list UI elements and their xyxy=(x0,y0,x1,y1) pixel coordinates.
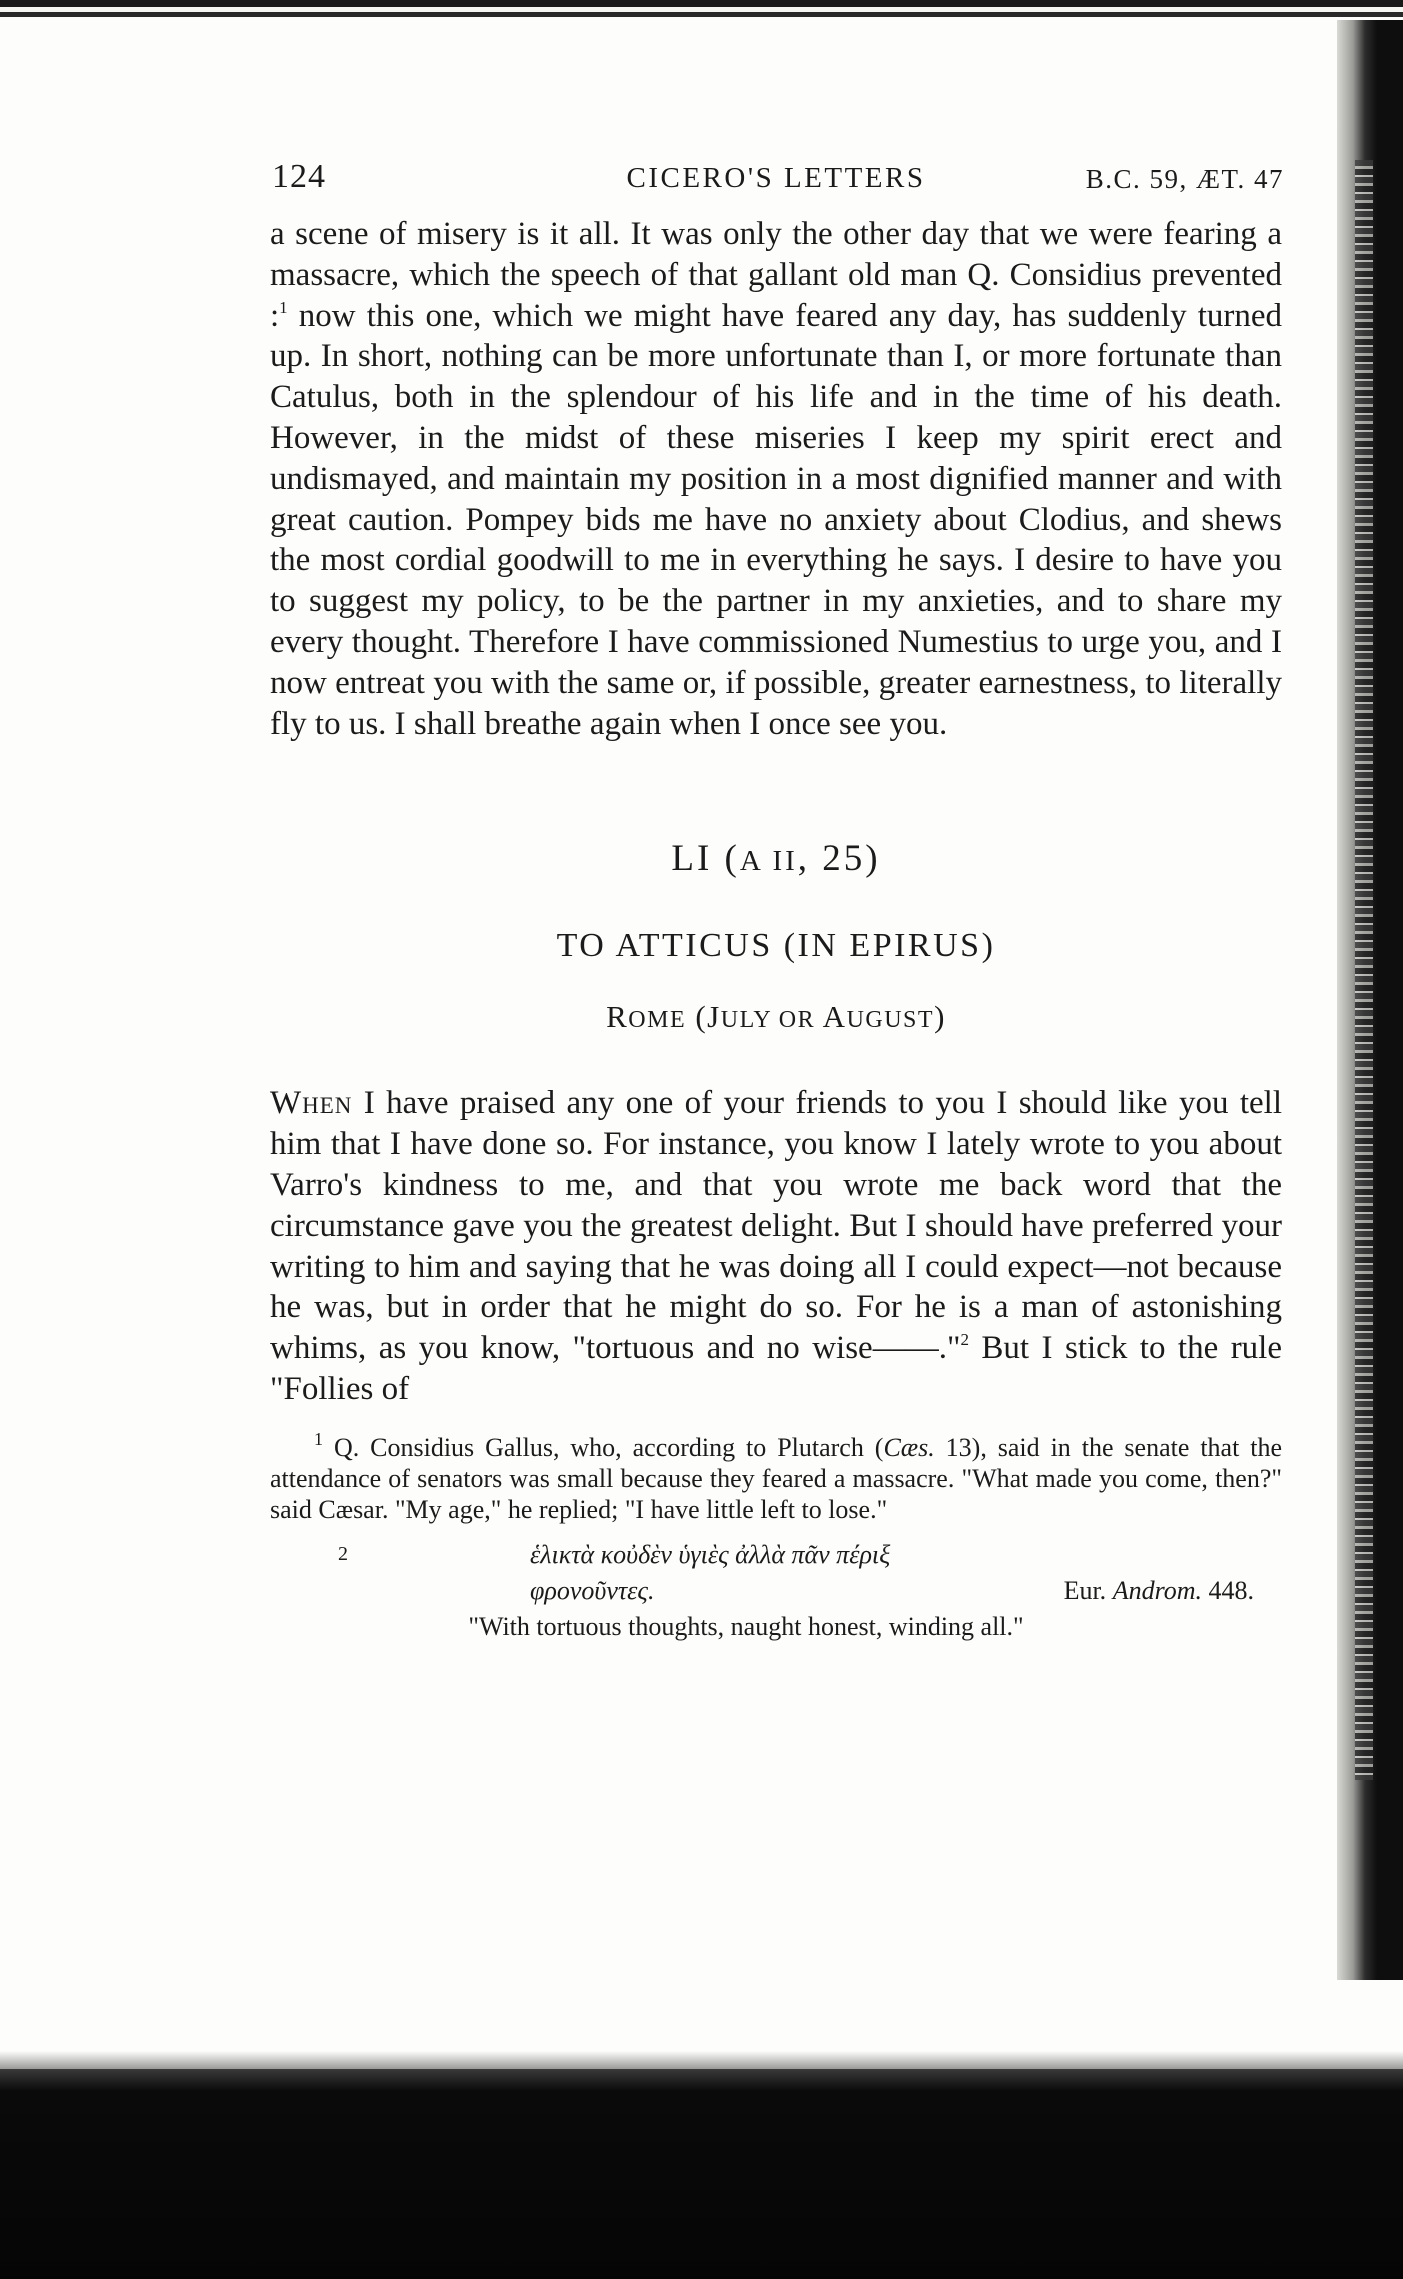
running-head xyxy=(270,158,1282,210)
date-close: ) xyxy=(934,999,946,1035)
footnotes xyxy=(270,1428,1282,1642)
paragraph-text: But I stick to the rule "Follies of xyxy=(270,1330,1282,1407)
letter-ref-open: ( xyxy=(724,838,740,880)
letter-ref-number: , 25) xyxy=(797,838,881,880)
place-initial: R xyxy=(606,999,629,1035)
paragraph-text: I have praised any one of your friends to you I should like you tell him that I have done so. For instance, you know I lately wrote to you about Varro's kindness to me, and that you wrote me back word that the circumstance gave you the greatest delight. But I should have preferred your writing to him and saying that he was doing all I could expect—not because he was, but in order that he might do so. For he is a man of astonishing whims, as you know, "tortuous and no wise——." xyxy=(270,1085,1282,1367)
footnote-ref-1: 1 xyxy=(279,297,288,317)
letter-ref-book: A II xyxy=(739,845,798,878)
opening-word: When xyxy=(270,1085,353,1122)
running-title: CICERO'S LETTERS xyxy=(626,162,926,194)
date-month: ULY OR xyxy=(720,1007,816,1034)
letter-place-date xyxy=(270,997,1282,1040)
greek-quote-line-1: ἑλικτὰ κοὐδὲν ὑγιὲς ἀλλὰ πᾶν πέριξ xyxy=(530,1539,891,1569)
letter-heading xyxy=(270,837,1282,1040)
footnote-source: Cæs. xyxy=(883,1432,935,1462)
greek-quote-line-2: φρονοῦντες. xyxy=(530,1575,655,1605)
running-date: B.C. 59, ÆT. 47 xyxy=(1085,164,1284,194)
date-open: (J xyxy=(695,999,721,1035)
letter-numeral: LI xyxy=(671,838,713,880)
letter-number xyxy=(270,837,1282,883)
footnote-text: 13), said in the senate that the attendance of senators was small because they feared a massacre. "What made you come, then?" said Cæsar. "My age," he replied; "I have little left to lose." xyxy=(270,1432,1282,1524)
letter-addressee: TO ATTICUS (IN EPIRUS) xyxy=(556,927,996,965)
footnote-citation xyxy=(1064,1575,1254,1606)
date-month-2: UGUST xyxy=(846,1007,935,1034)
footnote-1 xyxy=(270,1428,1282,1525)
footnote-translation: "With tortuous thoughts, naught honest, winding all." xyxy=(468,1611,1024,1641)
footnote-ref-2: 2 xyxy=(960,1330,969,1350)
paragraph-text: now this one, which we might have feared any day, has suddenly turned up. In short, nothing can be more unfortunate than I, or more fortunate than Catulus, both in the splendour of his life and in the time of his death. However, in the midst of these miseries I keep my spirit erect and undismayed, and maintain my position in a most dignified manner and with great caution. Pompey bids me have no anxiety about Clodius, and shews the most cordial goodwill to me in everything he says. I desire to have you to suggest my policy, to be the partner in my anxieties, and to share my every thought. Therefore I have commissioned Numestius to urge you, and I now entreat you with the same or, if possible, greater earnestness, to literally fly to us. I shall breathe again when I once see you. xyxy=(270,297,1282,742)
cite-work: Androm. xyxy=(1112,1575,1202,1605)
letter-paragraph xyxy=(270,1083,1282,1409)
footnote-2 xyxy=(270,1539,1282,1611)
page-number: 124 xyxy=(272,158,326,195)
scan-bottom-edge xyxy=(0,2069,1403,2279)
footnote-2-mark: 2 xyxy=(338,1542,348,1565)
cite-line: 448. xyxy=(1208,1575,1254,1605)
scan-bottom-shadow xyxy=(0,2051,1403,2069)
cite-author: Eur. xyxy=(1063,1575,1107,1605)
body-text xyxy=(270,214,1282,744)
paragraph-continued xyxy=(270,214,1282,744)
letter-body xyxy=(270,1083,1282,1409)
date-initial: A xyxy=(822,999,847,1035)
footnote-text: Q. Considius Gallus, who, according to Plutarch ( xyxy=(333,1432,884,1462)
footnote-1-mark: 1 xyxy=(314,1428,323,1449)
scan-top-edge xyxy=(0,0,1403,26)
place-rest: OME xyxy=(628,1007,687,1034)
book-page xyxy=(270,158,1282,1642)
paragraph-text: a scene of misery is it all. It was only the other day that we were fearing a massacre, which the speech of that gallant old man Q. Considius prevented : xyxy=(270,216,1282,334)
scan-right-speckle xyxy=(1355,160,1373,1780)
